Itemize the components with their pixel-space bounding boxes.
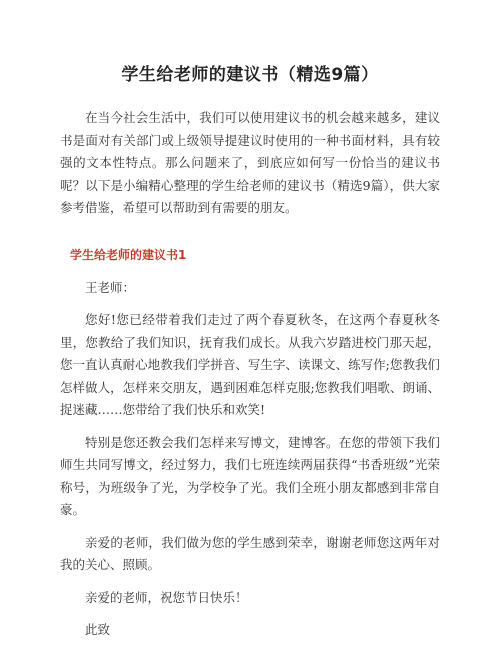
letter-paragraph: 亲爱的老师，祝您节日快乐！ <box>85 589 248 605</box>
letter-salutation: 王老师： <box>85 279 136 295</box>
letter-closing: 此致 <box>85 622 111 637</box>
letter-paragraph: 特别是您还教会我们怎样来写博文，建博客。在您的带领下我们师生共同写博文，经过努力，我们七班连续两届获得“书香班级”光荣称号，为班级争了光，为学校争了光。我们全班小朋友都感到非常自豪。 <box>60 434 440 517</box>
document-page <box>60 60 440 652</box>
section-heading: 学生给老师的建议书1 <box>70 247 187 262</box>
letter-paragraph: 您好!您已经带着我们走过了两个春夏秋冬，在这两个春夏秋冬里，您教给了我们知识，抚育我们成长。从我六岁踏进校门那天起，您一直认真耐心地教我们学拼音、写生字、读课文、练写作;您教我们怎样做人，怎样来交朋友，遇到困难怎样克服;您教我们唱歌、朗诵、捉迷藏……您带给了我们快乐和欢笑! <box>60 312 440 417</box>
letter-paragraph: 亲爱的老师，我们做为您的学生感到荣幸，谢谢老师您这两年对我的关心、照顾。 <box>60 534 440 572</box>
intro-paragraph: 在当今社会生活中，我们可以使用建议书的机会越来越多，建议书是面对有关部门或上级领导提建议时使用的一种书面材料，具有较强的文本性特点。那么问题来了，到底应如何写一份恰当的建议书呢？以下是小编精心整理的学生给老师的建议书（精选9篇），供大家参考借鉴，希望可以帮助到有需要的朋友。 <box>60 110 440 215</box>
document-title: 学生给老师的建议书（精选9篇） <box>121 65 379 85</box>
